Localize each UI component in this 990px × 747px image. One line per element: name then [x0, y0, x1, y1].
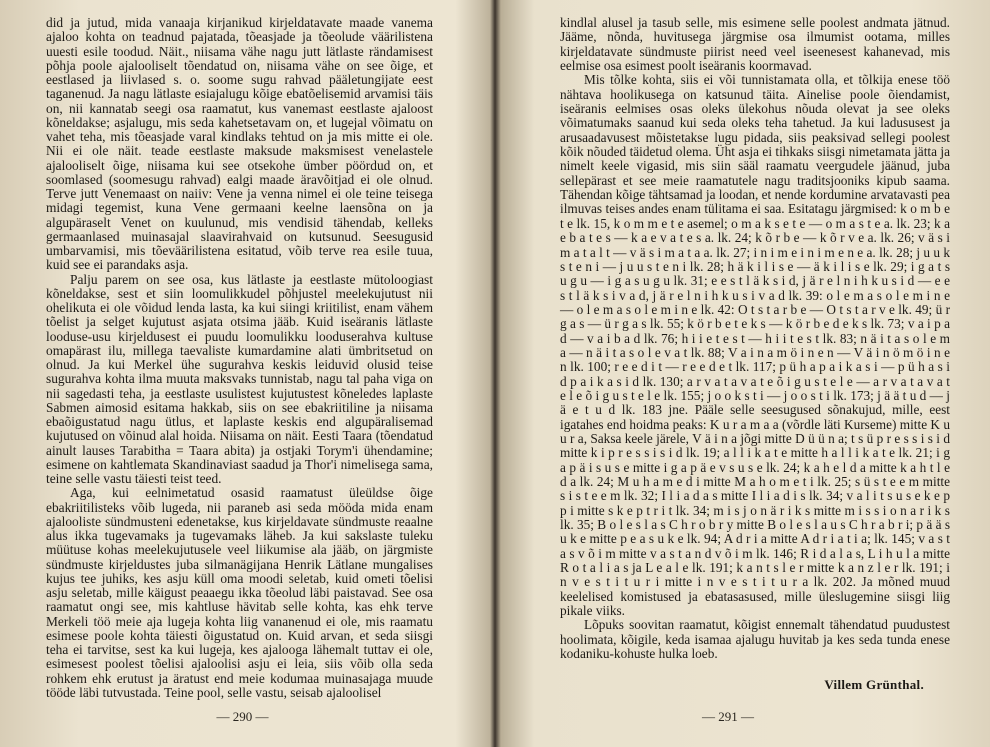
right-page-number: — 291 —	[702, 709, 754, 724]
right-page-text	[560, 16, 950, 661]
right-paragraph-1: kindlal alusel ja tasub selle, mis esimene selle poolest andmata jätnud. Jääme, nõnda, huvitusega järgmise osa ilmumist ootama, milles kirjeldatavate sündmuste piirist need veel iseenesest kahanevad, mis eelmise osa esimest poolt iseäranis koormavad.	[560, 15, 950, 74]
left-paragraph-2: Palju parem on see osa, kus lätlaste ja eestlaste mütoloogiast kõneldakse, sest et siin loomulikkudel põhjustel meelekujutust nii ohelikuta ei ole võidud lenda lasta, ka kui siingi kriitilist, enam vähem tõelist ja selget kujutust asjata otsima jääb. Kuid iseäranis lätlaste looduse-usu kirjeldusest ei puudu loomulikku looduserahva kultuse omapärast ilu, millega taevaliste kumardamine alati ümbritsetud on olnud. Ja kui Merkel ühe sugurahva keskis leiduvid olusid teise sugurahva kohta ilma muuta maksvaks tunnistab, nagu tal paha viga on nii sagedasti teha, ja eestlaste usulistest kujutustest kõneledes laplaste Sabmen aimosid esitama hakkab, siis on see ebakriitiline ja niisama ebaõigustatud nagu ütlus, et laplaste keskis end algupäralisemad kujutused on võinud alal hoida. Niisama on näit. Eesti Taara (tõendatud ainult lauses Tarabitha = Taara abita) ja ostjaki Torym'i ühendamine; esimene on kahtlemata Skandinaviast saadud ja Thor'i nimelisega sama, teine selle vastu täiesti teist teed.	[46, 271, 433, 486]
left-paragraph-1: did ja jutud, mida vanaaja kirjanikud kirjeldatavate maade vanema ajaloo kohta on teadnud pajatada, tõeasjade ja tõeolude väärilistena uuesti esile toodud. Näit., niisama vähe nagu jutt lätlaste rändamisest põhja poole ajalooliselt tõendatud on, niisama vähe on see õige, et eestlased ja liivlased s. o. soome sugu rahvad pääletungijate eest taganenud. Ja nagu lätlaste esiajalugu kõige ebatõelisemid arvamisi täis on, nii kannatab seegi osa raamatut, kus vanemast eestlaste ajaloost kõneldakse; asjalugu, mis seda kahetsetavam on, et lugejal võimatu on vahet teha, mis tõeasjade varal kindlaks tehtud on ja mis mitte ei ole. Nii ei ole näit. teade eestlaste maksude maksmisest venelastele ajalooliselt õige, niisama kui see otsekohe ümber pöördud on, et soomlased (soomesugu rahvad) ealgi maade äravõitjad ei ole olnud. Terve jutt Venemaast on naiiv: Vene ja venna nimel ei ole teine teisega midagi tegemist, kuna Vene germaani keelne laensõna on ja algupäraselt Venet on kuulunud, mis vendisid tähendab, kelleks germaanlased muinasajal slaavirahvaid on kutsunud. Seesugusid umbarvamisi, mis tõeväärilistena esitatud, võib terve rea esile tuua, kuid see ei parandaks asja.	[46, 15, 433, 273]
right-paragraph-3: Lõpuks soovitan raamatut, kõigist ennemalt tähendatud puudustest hoolimata, kõigile, keda isamaa ajalugu huvitab ja kes seda tunda enese kodaniku-kohuste hulka loeb.	[560, 617, 950, 662]
left-page-text	[46, 16, 433, 700]
right-paragraph-2: Mis tõlke kohta, siis ei või tunnistamata olla, et tõlkija enese töö nähtava hoolikusega on katsunud täita. Ainelise poole õiendamist, iseäranis eelmises osas oleks ülekohus nõuda olevat ja see oleks võimatumaks saanud kui seda oleks teha tahetud. Ja kui ladususest ja arusaadavusest mõistetakse lugu pidada, siis peaksivad sellegi poolest kõik nõuded täidetud olema. Üht asja ei tihkaks siisgi nimetamata jätta ja nimelt keele vigasid, mis siin sääl raamatu veergudele jäänud, juba sellepärast et see meie raamatutele nagu traditsjooniks kipub saama. Tähendan kõige tähtsamad ja loodan, et nende kordumine arvatavasti pea ilmuvas teises andes enam tülitama ei saa. Esitatagu järgmised: k o m b e t e lk. 15, k o m m e t e asemel; o m a k s e t e — o m a s t e a. lk. 23; k a e b a t e s — k a e v a t e s a. lk. 24; k õ r b e — k õ r v e a. lk. 26; v ä s i m a t a l t — v ä s i m a t a a. lk. 27; i n i m e i n i m e n e a. lk. 28; j u u k s t e n i — j u u s t e n i lk. 28; h ä k i l i s e — ä k i l i s e lk. 29; i g a t s u g u — i g a s u g u lk. 31; e e s t l ä k s i d, j ä r e l n i h k u s i d — e e s t l ä k s i v a d, j ä r e l n i h k u s i v a d lk. 39: o l e m a s o l e m i n e — o l e m a s o l e m i n e lk. 42: O t s t a r b e — O t s t a r v e lk. 49; ü r g a s — ü r g a s lk. 55; k ö r b e t e k s — k ö r b e d e k s lk. 73; v a i p a d — v a i b a d lk. 76; h i i e t e s t — h i i t e s t lk. 83; n ä i t a s o l e m a — n ä i t a s o l e v a t lk. 88; V a i n a m ö i n e n — V ä i n ö m ö i n e n lk. 100; r e e d i t — r e e d e t lk. 117; p ü h a p a i k a s i — p ü h a s i d p a i k a s i d lk. 130; a r v a t a v a t e õ i g u s t e l e — a r v a t a v a t e l e õ i g u s t e l e lk. 155; j o o k s t i — j o o s t i lk. 173; j ä ä t u d — j ä e t u d lk. 183 jne. Pääle selle seesugused sõnakujud, mille, eest igatahes end hoidma peaks: K u r a m a a (võrdle läti Kurseme) mitte K u u r a, Saksa keele järele, V ä i n a jõgi mitte D ü ü n a; t s ü p r e s s i s i d mitte k i p r e s s i s i d lk. 19; a l l i k a t e mitte h a l l i k a t e lk. 21; i g a p ä i s u s e mitte i g a p ä e v s u s e lk. 24; k a h e l d a mitte k a h t l e d a lk. 24; M u h a m e d i mitte M a h o m e t i lk. 25; s ü s t e e m mitte s i s t e e m lk. 32; I l i a d a s mitte I l i a d i s lk. 34; v a l i t s u s e k e p p i mitte s k e p t r i t lk. 34; m i s j o n ä r i k s mitte m i s s i o n a r i k s lk. 35; B o l e s l a s C h r o b r y mitte B o l e s l a u s C h r a b r i; p ä ä s u k e mitte p e a s u k e lk. 94; A d r i a mitte A d r i a t i a; lk. 145; v a s t a s v õ i m mitte v a s t a n d v õ i m lk. 146; R i d a l a s, L i h u l a mitte R o t a l i a s ja L e a l e lk. 191; k a n t s l e r mitte k a n z l e r lk. 191; i n v e s t i t u r i mitte i n v e s t i t u r a lk. 202. Ja mõned muud keelelised komistused ja ebatasasused, mille üleslugemine siisgi liig pikale viiks.	[560, 72, 951, 619]
left-paragraph-3: Aga, kui eelnimetatud osasid raamatust üleüldse õige ebakriitilisteks võib lugeda, nii paraneb asi seda mööda mida enam ajalooliste sündmusteni edenetakse, kus kirjeldavate sündmuste reaalne alus ikka tugevamaks ja tugevamaks läheb. Ja kui sakslaste tuleku müütuse kohas meelekujutusele veel liikumise ala jääb, on järgmiste sündmuste kirjeldustes juba silmanägijana Henrik Lätlane mungalises kujus tee juhiks, kes asju küll oma moodi seletab, kuid ometi tõelisi asju seletab, mille käigust peaaegu ikka tõeolud läbi paistavad. See osa raamatut ongi see, mis kahtluse hävitab selle kohta, kas ehk terve Merkeli töö meie aja lugeja kohta liig vananenud ei ole, mis raamatu esimese poole kohta täiesti õigustatud on. Kuid arvan, et seda siisgi teha ei tarvitse, sest ka kui lugeja, kes ajalooga lähemalt tuttav ei ole, esimesest poolest tõelisi ajaloolisi asju ei leia, siis võib olla seda rohkem ehk erutust ja äratust end meie kodumaa muinasajaga muude tööde läbi tutvustada. Teine pool, selle vastu, seisab ajaloolisel	[46, 485, 433, 700]
left-page-number: — 290 —	[216, 709, 269, 724]
right-page	[496, 0, 990, 747]
author-signature: Villem Grünthal.	[824, 677, 924, 693]
